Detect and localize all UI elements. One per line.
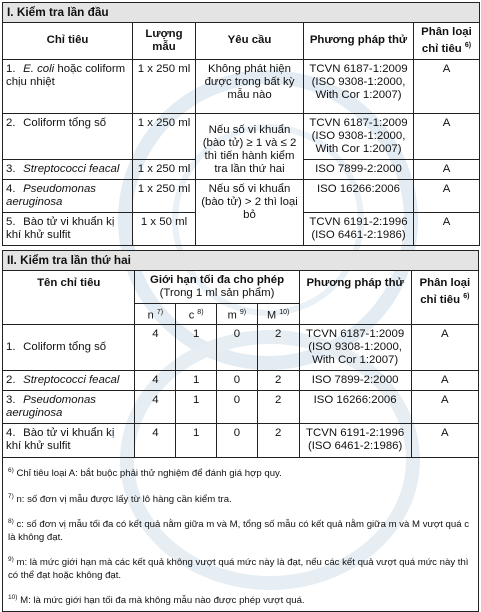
method-cell: TCVN 6187-1:2009 (ISO 9308-1:2000, With Cor 1:2007) <box>299 325 411 371</box>
table-second-inspection <box>2 250 479 612</box>
criteria-cell: 3. Streptococci feacal <box>3 159 133 179</box>
n-cell: 4 <box>135 325 176 371</box>
class-cell: A <box>411 391 478 424</box>
table-row <box>3 59 480 113</box>
c-cell: 1 <box>176 424 217 458</box>
method-cell: TCVN 6187-1:2009 (ISO 9308-1:2000, With Cor 1:2007) <box>304 59 414 113</box>
requirement-cell: Nếu số vi khuẩn (bào tử) ≥ 1 và ≤ 2 thì tiến hành kiểm tra lần thứ hai <box>196 113 304 179</box>
table-row <box>3 371 479 391</box>
criteria-cell: 3. Pseudomonas aeruginosa <box>3 391 135 424</box>
quantity-cell: 1 x 250 ml <box>133 113 196 159</box>
class-cell: A <box>411 325 478 371</box>
criteria-cell: 4. Pseudomonas aeruginosa <box>3 179 133 212</box>
table-row <box>3 325 479 371</box>
class-cell: A <box>414 179 480 212</box>
quantity-cell: 1 x 250 ml <box>133 159 196 179</box>
table-row <box>3 391 479 424</box>
table-row <box>3 424 479 458</box>
header-method: Phương pháp thử <box>304 23 414 60</box>
criteria-cell: 1. E. coli hoặc coliform chịu nhiệt <box>3 59 133 113</box>
class-cell: A <box>414 159 480 179</box>
header-classification: Phân loại chỉ tiêu $^{6)}$ <box>411 270 478 325</box>
n-cell: 4 <box>135 424 176 458</box>
m-cell: 0 <box>217 424 258 458</box>
quantity-cell: 1 x 250 ml <box>133 179 196 212</box>
requirement-cell: Không phát hiện được trong bất kỳ mẫu nào <box>196 59 304 113</box>
header-M: M $^{10)}$ <box>257 303 299 325</box>
method-cell: TCVN 6191-2:1996 (ISO 6461-2:1986) <box>299 424 411 458</box>
header-classification: Phân loại chỉ tiêu $^{6)}$ <box>414 23 480 60</box>
n-cell: 4 <box>135 391 176 424</box>
requirement-cell: Nếu số vi khuẩn (bào tử) > 2 thì loại bỏ <box>196 179 304 245</box>
class-cell: A <box>411 424 478 458</box>
footnote: $^{6)}$ Chỉ tiêu loại A: bắt buộc phải thử nghiệm để đánh giá hợp quy. <box>8 467 282 480</box>
class-cell: A <box>414 59 480 113</box>
quantity-cell: 1 x 250 ml <box>133 59 196 113</box>
class-cell: A <box>414 113 480 159</box>
header-requirement: Yêu cầu <box>196 23 304 60</box>
c-cell: 1 <box>176 371 217 391</box>
quantity-cell: 1 x 50 ml <box>133 212 196 245</box>
M-cell: 2 <box>257 325 299 371</box>
criteria-cell: 2. Streptococci feacal <box>3 371 135 391</box>
method-cell: TCVN 6187-1:2009 (ISO 9308-1:2000, With Cor 1:2007) <box>304 113 414 159</box>
criteria-cell: 5. Bào tử vi khuẩn kị khí khử sulfit <box>3 212 133 245</box>
header-m: m $^{9)}$ <box>217 303 258 325</box>
header-criteria: Tên chỉ tiêu <box>3 270 135 325</box>
m-cell: 0 <box>217 391 258 424</box>
m-cell: 0 <box>217 325 258 371</box>
header-quantity: Lượng mẫu <box>133 23 196 60</box>
M-cell: 2 <box>257 424 299 458</box>
table-first-inspection <box>2 2 480 246</box>
M-cell: 2 <box>257 371 299 391</box>
class-cell: A <box>411 371 478 391</box>
criteria-cell: 2. Coliform tổng số <box>3 113 133 159</box>
method-cell: ISO 16266:2006 <box>304 179 414 212</box>
c-cell: 1 <box>176 391 217 424</box>
table-row <box>3 113 480 159</box>
criteria-cell: 4. Bào tử vi khuẩn kị khí khử sulfit <box>3 424 135 458</box>
n-cell: 4 <box>135 371 176 391</box>
method-cell: ISO 7899-2:2000 <box>304 159 414 179</box>
method-cell: ISO 16266:2006 <box>299 391 411 424</box>
M-cell: 2 <box>257 391 299 424</box>
header-n: n $^{7)}$ <box>135 303 176 325</box>
footnote: $^{7)}$ n: số đơn vị mẫu được lấy từ lô hàng cần kiểm tra. <box>8 492 232 505</box>
c-cell: 1 <box>176 325 217 371</box>
footnote: $^{8)}$ c: số đơn vị mẫu tối đa có kết quả nằm giữa m và M, tổng số mẫu có kết quả nằm giữa m và M vượt quá c là không đạt. <box>8 517 470 544</box>
document <box>2 2 479 612</box>
criteria-cell: 1. Coliform tổng số <box>3 325 135 371</box>
section-title: II. Kiểm tra lần thứ hai <box>3 250 479 270</box>
header-criteria: Chỉ tiêu <box>3 23 133 60</box>
header-method: Phương pháp thử <box>299 270 411 325</box>
footnote: $^{10)}$ M: là mức giới hạn tối đa mà không mẫu nào được phép vượt quá. <box>8 594 305 607</box>
footnote: $^{9)}$ m: là mức giới hạn mà các kết quả không vượt quá mức này là đạt, nếu các kết quả vượt quá mức này thì có thể đạt hoặc không đạt. <box>8 556 469 582</box>
section-title: I. Kiểm tra lần đầu <box>3 3 480 23</box>
method-cell: TCVN 6191-2:1996 (ISO 6461-2:1986) <box>304 212 414 245</box>
table-row <box>3 179 480 212</box>
m-cell: 0 <box>217 371 258 391</box>
footnotes <box>3 458 479 612</box>
method-cell: ISO 7899-2:2000 <box>299 371 411 391</box>
header-limit: Giới hạn tối đa cho phép (Trong 1 ml sản phẩm) <box>135 270 299 303</box>
class-cell: A <box>414 212 480 245</box>
header-c: c $^{8)}$ <box>176 303 217 325</box>
